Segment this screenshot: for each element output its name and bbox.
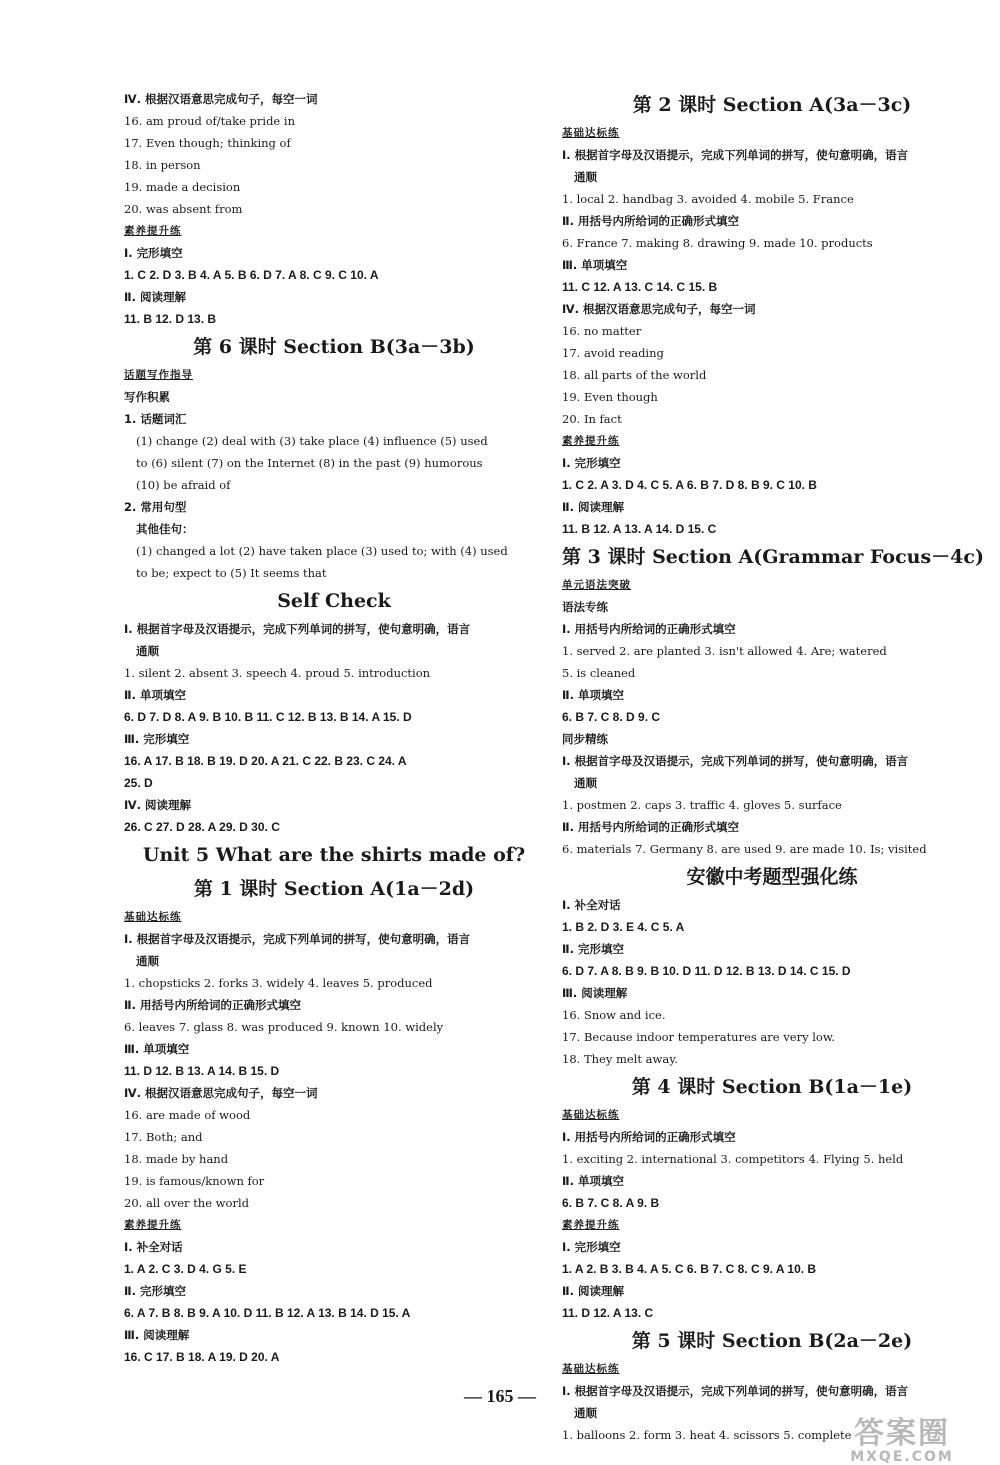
- exercise-heading: Ⅱ. 完形填空: [562, 942, 624, 956]
- choice-answer-line: 11. B 12. A 13. A 14. D 15. C: [562, 522, 717, 536]
- exercise-heading: 通顺: [574, 776, 597, 790]
- exercise-heading: Ⅱ. 单项填空: [562, 688, 624, 702]
- choice-answer-line: 6. B 7. C 8. D 9. C: [562, 710, 661, 724]
- answer-line: 6. France 7. making 8. drawing 9. made 10. products: [562, 236, 873, 250]
- right-column: [562, 88, 982, 1446]
- exercise-heading: Ⅲ. 阅读理解: [562, 986, 628, 1000]
- choice-answer-line: 16. C 17. B 18. A 19. D 20. A: [124, 1350, 280, 1364]
- answer-line: 20. was absent from: [124, 202, 243, 216]
- lesson-title: Self Check: [277, 590, 391, 612]
- lesson-title: 第 5 课时 Section B(2a－2e): [631, 1330, 913, 1352]
- answer-line: to (6) silent (7) on the Internet (8) in the past (9) humorous: [136, 456, 483, 470]
- lesson-title: Unit 5 What are the shirts made of?: [142, 844, 526, 866]
- choice-answer-line: 26. C 27. D 28. A 29. D 30. C: [124, 820, 280, 834]
- answer-line: 16. Snow and ice.: [562, 1008, 666, 1022]
- exercise-heading: Ⅱ. 单项填空: [562, 1174, 624, 1188]
- page-number: — 165 —: [464, 1386, 536, 1406]
- exercise-heading: 1. 话题词汇: [124, 412, 187, 426]
- section-tag: 单元语法突破: [562, 579, 631, 591]
- exercise-heading: Ⅰ. 根据首字母及汉语提示，完成下列单词的拼写，使句意明确，语言: [562, 148, 909, 162]
- exercise-heading: 通顺: [136, 954, 159, 968]
- choice-answer-line: 1. B 2. D 3. E 4. C 5. A: [562, 920, 685, 934]
- section-tag: 素养提升练: [124, 1219, 182, 1231]
- exercise-heading: Ⅱ. 单项填空: [124, 688, 186, 702]
- lesson-title: 第 6 课时 Section B(3a－3b): [193, 336, 475, 358]
- exercise-heading: 通顺: [574, 170, 597, 184]
- exercise-heading: Ⅰ. 根据首字母及汉语提示，完成下列单词的拼写，使句意明确，语言: [562, 1384, 909, 1398]
- choice-answer-line: 6. A 7. B 8. B 9. A 10. D 11. B 12. A 13. B 14. D 15. A: [124, 1306, 411, 1320]
- lesson-title: 第 1 课时 Section A(1a－2d): [193, 878, 475, 900]
- section-tag: 素养提升练: [562, 1219, 620, 1231]
- lesson-title: 安徽中考题型强化练: [686, 866, 858, 888]
- answer-line: 17. Because indoor temperatures are very low.: [562, 1030, 835, 1044]
- section-tag: 基础达标练: [562, 1363, 620, 1375]
- section-tag: 素养提升练: [124, 225, 182, 237]
- answer-line: 1. local 2. handbag 3. avoided 4. mobile 5. France: [562, 192, 854, 206]
- exercise-heading: Ⅳ. 根据汉语意思完成句子，每空一词: [124, 1086, 318, 1100]
- exercise-heading: Ⅰ. 根据首字母及汉语提示，完成下列单词的拼写，使句意明确，语言: [124, 932, 471, 946]
- answer-line: 17. Both; and: [124, 1130, 203, 1144]
- answer-line: 5. is cleaned: [562, 666, 636, 680]
- exercise-heading: Ⅱ. 阅读理解: [124, 290, 186, 304]
- answer-line: 1. served 2. are planted 3. isn't allowed 4. Are; watered: [562, 644, 887, 658]
- exercise-heading: Ⅰ. 用括号内所给词的正确形式填空: [562, 622, 736, 636]
- choice-answer-line: 1. C 2. D 3. B 4. A 5. B 6. D 7. A 8. C 9. C 10. A: [124, 268, 379, 282]
- lesson-title: 第 2 课时 Section A(3a－3c): [632, 94, 912, 116]
- exercise-heading: Ⅰ. 完形填空: [124, 246, 183, 260]
- exercise-heading: Ⅱ. 用括号内所给词的正确形式填空: [562, 214, 739, 228]
- exercise-heading: Ⅰ. 完形填空: [562, 1240, 621, 1254]
- answer-line: 17. avoid reading: [562, 346, 664, 360]
- exercise-heading: Ⅰ. 补全对话: [562, 898, 621, 912]
- lesson-title: 第 3 课时 Section A(Grammar Focus－4c): [562, 546, 984, 568]
- exercise-heading: Ⅰ. 根据首字母及汉语提示，完成下列单词的拼写，使句意明确，语言: [562, 754, 909, 768]
- exercise-heading: Ⅰ. 根据首字母及汉语提示，完成下列单词的拼写，使句意明确，语言: [124, 622, 471, 636]
- lesson-title: 第 4 课时 Section B(1a－1e): [631, 1076, 913, 1098]
- exercise-heading: Ⅱ. 用括号内所给词的正确形式填空: [562, 820, 739, 834]
- exercise-heading: Ⅲ. 阅读理解: [124, 1328, 190, 1342]
- choice-answer-line: 11. B 12. D 13. B: [124, 312, 217, 326]
- answer-line: 6. materials 7. Germany 8. are used 9. are made 10. Is; visited: [562, 842, 927, 856]
- answer-line: (1) changed a lot (2) have taken place (3) used to; with (4) used: [136, 544, 508, 558]
- answer-line: 18. They melt away.: [562, 1052, 678, 1066]
- answer-line: 1. balloons 2. form 3. heat 4. scissors 5. complete: [562, 1428, 852, 1442]
- section-tag: 基础达标练: [562, 1109, 620, 1121]
- choice-answer-line: 11. D 12. A 13. C: [562, 1306, 654, 1320]
- answer-line: 1. postmen 2. caps 3. traffic 4. gloves 5. surface: [562, 798, 842, 812]
- answer-line: 16. am proud of/take pride in: [124, 114, 295, 128]
- answer-line: 6. leaves 7. glass 8. was produced 9. known 10. widely: [124, 1020, 444, 1034]
- answer-line: 19. is famous/known for: [124, 1174, 265, 1188]
- choice-answer-line: 1. A 2. C 3. D 4. G 5. E: [124, 1262, 247, 1276]
- exercise-heading: 写作积累: [124, 390, 170, 404]
- exercise-heading: 通顺: [574, 1406, 597, 1420]
- exercise-heading: Ⅲ. 单项填空: [124, 1042, 190, 1056]
- choice-answer-line: 6. B 7. C 8. A 9. B: [562, 1196, 660, 1210]
- answer-line: 1. exciting 2. international 3. competitors 4. Flying 5. held: [562, 1152, 904, 1166]
- exercise-heading: Ⅰ. 用括号内所给词的正确形式填空: [562, 1130, 736, 1144]
- answer-line: 18. all parts of the world: [562, 368, 707, 382]
- choice-answer-line: 16. A 17. B 18. B 19. D 20. A 21. C 22. B 23. C 24. A: [124, 754, 407, 768]
- exercise-heading: Ⅱ. 阅读理解: [562, 1284, 624, 1298]
- choice-answer-line: 11. C 12. A 13. C 14. C 15. B: [562, 280, 718, 294]
- exercise-heading: Ⅳ. 根据汉语意思完成句子，每空一词: [124, 92, 318, 106]
- answer-line: to be; expect to (5) It seems that: [136, 566, 327, 580]
- choice-answer-line: 25. D: [124, 776, 153, 790]
- watermark-logo: [818, 1416, 986, 1465]
- answer-line: 18. in person: [124, 158, 201, 172]
- answer-line: 1. chopsticks 2. forks 3. widely 4. leaves 5. produced: [124, 976, 433, 990]
- exercise-heading: 2. 常用句型: [124, 500, 187, 514]
- exercise-heading: Ⅰ. 补全对话: [124, 1240, 183, 1254]
- answer-line: 1. silent 2. absent 3. speech 4. proud 5. introduction: [124, 666, 431, 680]
- answer-line: (10) be afraid of: [136, 478, 231, 492]
- watermark-text: 答案圈: [854, 1416, 950, 1451]
- section-tag: 基础达标练: [124, 911, 182, 923]
- exercise-heading: Ⅱ. 完形填空: [124, 1284, 186, 1298]
- left-column: [124, 88, 544, 1368]
- answer-line: 19. Even though: [562, 390, 658, 404]
- section-tag: 话题写作指导: [124, 369, 193, 381]
- answer-line: 19. made a decision: [124, 180, 241, 194]
- exercise-heading: Ⅱ. 用括号内所给词的正确形式填空: [124, 998, 301, 1012]
- choice-answer-line: 6. D 7. D 8. A 9. B 10. B 11. C 12. B 13. B 14. A 15. D: [124, 710, 412, 724]
- answer-line: 20. all over the world: [124, 1196, 249, 1210]
- answer-line: 17. Even though; thinking of: [124, 136, 291, 150]
- exercise-heading: 语法专练: [562, 600, 608, 614]
- answer-line: 16. no matter: [562, 324, 642, 338]
- answer-line: 16. are made of wood: [124, 1108, 251, 1122]
- exercise-heading: Ⅲ. 单项填空: [562, 258, 628, 272]
- exercise-heading: 同步精练: [562, 732, 608, 746]
- section-tag: 基础达标练: [562, 127, 620, 139]
- answer-line: (1) change (2) deal with (3) take place (4) influence (5) used: [136, 434, 488, 448]
- exercise-heading: Ⅱ. 阅读理解: [562, 500, 624, 514]
- exercise-heading: Ⅳ. 阅读理解: [124, 798, 192, 812]
- answer-line: 18. made by hand: [124, 1152, 229, 1166]
- exercise-heading: Ⅳ. 根据汉语意思完成句子，每空一词: [562, 302, 756, 316]
- choice-answer-line: 1. A 2. B 3. B 4. A 5. C 6. B 7. C 8. C 9. A 10. B: [562, 1262, 817, 1276]
- exercise-heading: 通顺: [136, 644, 159, 658]
- exercise-heading: Ⅰ. 完形填空: [562, 456, 621, 470]
- choice-answer-line: 6. D 7. A 8. B 9. B 10. D 11. D 12. B 13. D 14. C 15. D: [562, 964, 851, 978]
- watermark-url: MXQE.COM: [850, 1449, 954, 1465]
- answer-line: 20. In fact: [562, 412, 622, 426]
- choice-answer-line: 11. D 12. B 13. A 14. B 15. D: [124, 1064, 280, 1078]
- exercise-heading: Ⅲ. 完形填空: [124, 732, 190, 746]
- section-tag: 素养提升练: [562, 435, 620, 447]
- exercise-heading: 其他佳句：: [136, 522, 194, 536]
- choice-answer-line: 1. C 2. A 3. D 4. C 5. A 6. B 7. D 8. B 9. C 10. B: [562, 478, 817, 492]
